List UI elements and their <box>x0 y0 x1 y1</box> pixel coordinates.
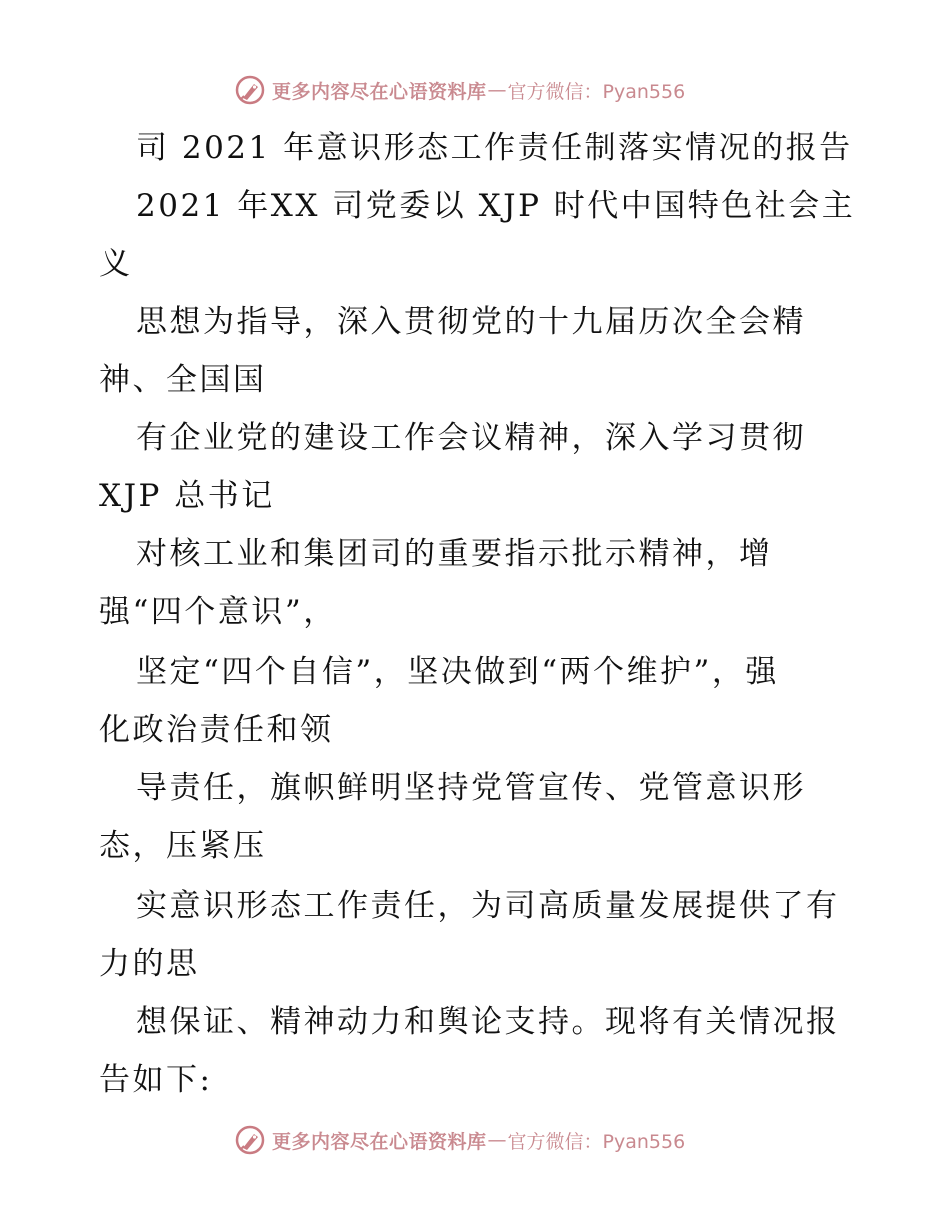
paragraph-line: 义 <box>99 246 133 282</box>
document-title: 司 2021 年意识形态工作责任制落实情况的报告 <box>136 130 853 166</box>
paragraph-line: 对核工业和集团司的重要指示批示精神，增 <box>136 536 773 572</box>
paragraph-line: 导责任，旗帜鲜明坚持党管宣传、党管意识形 <box>136 770 806 806</box>
watermark-dash: — <box>487 1129 507 1151</box>
paragraph-line: 告如下: <box>99 1062 213 1098</box>
watermark-contact-text: 官方微信：Pyan556 <box>507 80 686 103</box>
paragraph-line: 想保证、精神动力和舆论支持。现将有关情况报 <box>136 1004 840 1040</box>
watermark-brand-text: 更多内容尽在心语资料库 <box>272 1130 487 1153</box>
footer-watermark <box>234 1122 685 1158</box>
paragraph-line: 思想为指导，深入贯彻党的十九届历次全会精 <box>136 304 806 340</box>
watermark-contact-text: 官方微信：Pyan556 <box>507 1130 686 1153</box>
paragraph-line: 实意识形态工作责任，为司高质量发展提供了有 <box>136 888 840 924</box>
pen-nib-circle-icon <box>234 1124 266 1156</box>
paragraph-line: 有企业党的建设工作会议精神，深入学习贯彻 <box>136 420 806 456</box>
watermark-brand-text: 更多内容尽在心语资料库 <box>272 80 487 103</box>
paragraph-line: 力的思 <box>99 946 200 982</box>
watermark-dash: — <box>487 79 507 101</box>
paragraph-line: 坚定“四个自信”，坚决做到“两个维护”，强 <box>136 654 779 690</box>
paragraph-line: 态，压紧压 <box>99 828 267 864</box>
paragraph-line: 神、全国国 <box>99 362 267 398</box>
paragraph-line: 强“四个意识”， <box>99 594 337 630</box>
paragraph-line: 化政治责任和领 <box>99 712 334 748</box>
paragraph-line: 2021 年XX 司党委以 XJP 时代中国特色社会主 <box>136 188 856 224</box>
paragraph-line: XJP 总书记 <box>99 478 275 514</box>
